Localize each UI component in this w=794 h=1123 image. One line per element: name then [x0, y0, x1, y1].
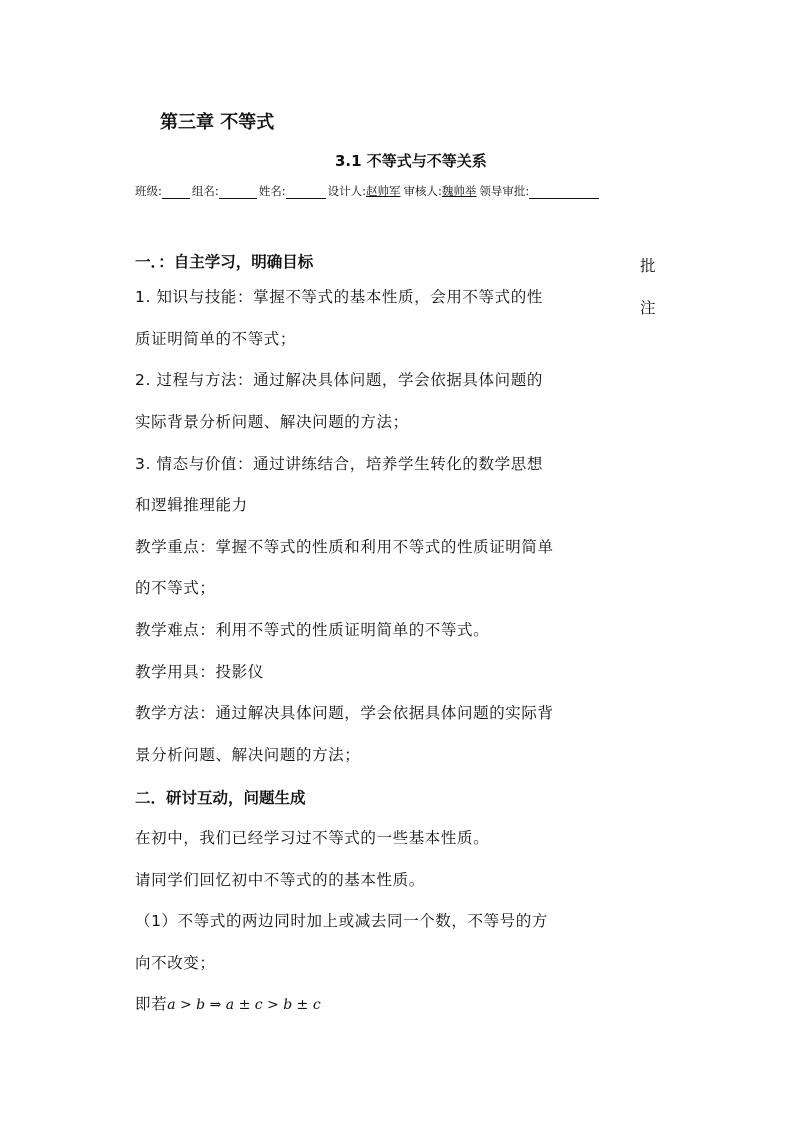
part1-line: 的不等式；	[135, 579, 216, 597]
designer-name: 赵帅军	[366, 184, 401, 198]
class-label: 班级:	[135, 184, 162, 198]
group-label: 组名:	[191, 184, 219, 198]
part1-line: 教学难点：利用不等式的性质证明简单的不等式。	[135, 621, 490, 639]
leader-label: 领导审批:	[479, 184, 530, 198]
formula-line	[135, 992, 321, 1014]
side-note-char-2: 注	[640, 299, 656, 317]
part2-line: 请同学们回忆初中不等式的的基本性质。	[135, 871, 425, 889]
class-blank	[162, 184, 190, 199]
part1-line: 实际背景分析问题、解决问题的方法；	[135, 413, 409, 431]
part1-line: 教学用具：投影仪	[135, 663, 264, 681]
part1-line: 教学方法：通过解决具体问题，学会依据具体问题的实际背	[135, 704, 554, 722]
inequality-formula: a > b ⇒ a ± c > b ± c	[167, 997, 321, 1013]
name-blank	[286, 184, 326, 199]
part2-heading: 二．研讨互动，问题生成	[135, 789, 306, 807]
part1-line: 3. 情态与价值：通过讲练结合，培养学生转化的数学思想	[135, 455, 543, 473]
name-label: 姓名:	[258, 184, 286, 198]
info-line	[135, 183, 601, 199]
part1-line: 质证明简单的不等式；	[135, 330, 297, 348]
part1-heading: 一．：自主学习，明确目标	[135, 253, 314, 271]
part1-line: 2. 过程与方法：通过解决具体问题，学会依据具体问题的	[135, 371, 543, 389]
group-blank	[219, 184, 257, 199]
part1-line: 1. 知识与技能：掌握不等式的基本性质，会用不等式的性	[135, 288, 543, 306]
part2-line: 在初中，我们已经学习过不等式的一些基本性质。	[135, 829, 490, 847]
part1-line: 教学重点：掌握不等式的性质和利用不等式的性质证明简单	[135, 538, 554, 556]
part1-line: 和逻辑推理能力	[135, 496, 248, 514]
side-note-char-1: 批	[640, 257, 656, 275]
chapter-title: 第三章 不等式	[160, 112, 275, 133]
part2-line: （1）不等式的两边同时加上或减去同一个数，不等号的方	[135, 912, 548, 930]
reviewer-name: 魏帅举	[441, 184, 477, 198]
part2-line: 向不改变；	[135, 954, 216, 972]
section-title: 3.1 不等式与不等关系	[335, 152, 487, 170]
formula-prefix: 即若	[135, 995, 168, 1013]
part1-line: 景分析问题、解决问题的方法；	[135, 746, 361, 764]
leader-blank	[529, 184, 599, 199]
designer-label: 设计人:	[327, 184, 366, 198]
reviewer-label: 审核人:	[403, 184, 442, 198]
